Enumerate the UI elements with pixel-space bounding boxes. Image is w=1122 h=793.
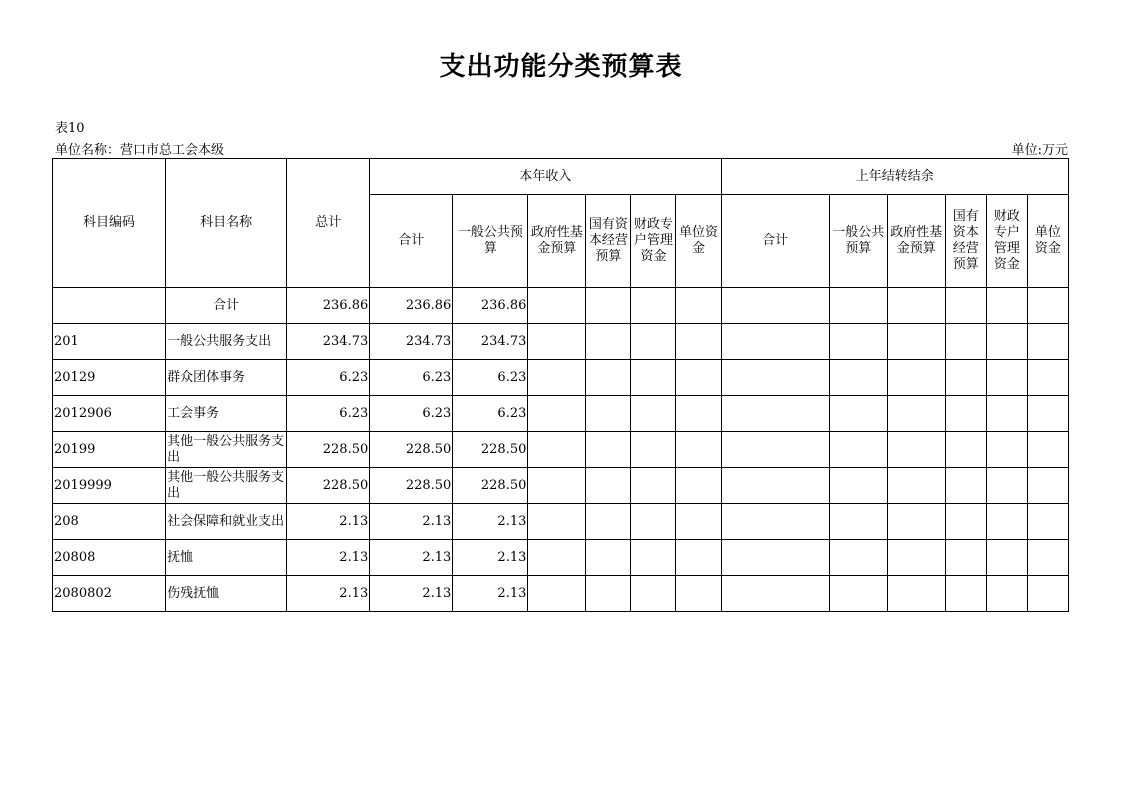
cell-empty xyxy=(945,396,986,432)
cell-empty xyxy=(676,432,721,468)
header-prior-total: 合计 xyxy=(721,195,829,288)
cell-empty xyxy=(1027,324,1068,360)
cell-total: 6.23 xyxy=(287,396,370,432)
cell-empty xyxy=(887,504,945,540)
header-prior-special-account: 财政专户管理资金 xyxy=(986,195,1027,288)
cell-current-general: 2.13 xyxy=(453,504,528,540)
cell-empty xyxy=(887,540,945,576)
cell-empty xyxy=(528,396,586,432)
cell-name: 社会保障和就业支出 xyxy=(166,504,287,540)
cell-current-general: 234.73 xyxy=(453,324,528,360)
header-current-fund: 政府性基金预算 xyxy=(528,195,586,288)
cell-current-general: 2.13 xyxy=(453,576,528,612)
cell-empty xyxy=(887,432,945,468)
cell-empty xyxy=(986,504,1027,540)
cell-empty xyxy=(528,540,586,576)
header-name: 科目名称 xyxy=(166,159,287,288)
cell-empty xyxy=(986,288,1027,324)
cell-code: 208 xyxy=(53,504,166,540)
header-prior-state-capital: 国有资本经营预算 xyxy=(945,195,986,288)
cell-code: 201 xyxy=(53,324,166,360)
unit-name-label: 单位名称：营口市总工会本级 xyxy=(55,143,225,158)
cell-name: 合计 xyxy=(166,288,287,324)
cell-empty xyxy=(586,468,631,504)
cell-empty xyxy=(986,576,1027,612)
cell-name: 抚恤 xyxy=(166,540,287,576)
cell-empty xyxy=(887,468,945,504)
cell-empty xyxy=(631,576,676,612)
cell-empty xyxy=(528,468,586,504)
table-number: 表10 xyxy=(55,121,85,136)
cell-current-general: 6.23 xyxy=(453,396,528,432)
cell-empty xyxy=(586,360,631,396)
cell-empty xyxy=(676,504,721,540)
cell-empty xyxy=(945,360,986,396)
cell-empty xyxy=(631,360,676,396)
cell-current-total: 2.13 xyxy=(370,576,453,612)
cell-current-total: 228.50 xyxy=(370,468,453,504)
cell-empty xyxy=(631,288,676,324)
cell-total: 2.13 xyxy=(287,576,370,612)
header-current-unit-funds: 单位资金 xyxy=(676,195,721,288)
cell-current-general: 228.50 xyxy=(453,432,528,468)
header-current-total: 合计 xyxy=(370,195,453,288)
cell-current-general: 236.86 xyxy=(453,288,528,324)
cell-empty xyxy=(945,468,986,504)
header-current-special-account: 财政专户管理资金 xyxy=(631,195,676,288)
cell-current-general: 6.23 xyxy=(453,360,528,396)
cell-code: 20129 xyxy=(53,360,166,396)
cell-current-general: 2.13 xyxy=(453,540,528,576)
currency-unit-label: 单位:万元 xyxy=(1011,143,1068,158)
cell-total: 6.23 xyxy=(287,360,370,396)
cell-empty xyxy=(1027,396,1068,432)
cell-name: 其他一般公共服务支出 xyxy=(166,468,287,504)
cell-empty xyxy=(676,396,721,432)
cell-current-total: 228.50 xyxy=(370,432,453,468)
cell-empty xyxy=(829,396,887,432)
cell-empty xyxy=(887,360,945,396)
cell-empty xyxy=(986,432,1027,468)
cell-empty xyxy=(631,468,676,504)
table-row xyxy=(53,468,1069,504)
cell-empty xyxy=(586,288,631,324)
cell-empty xyxy=(721,324,829,360)
cell-empty xyxy=(721,540,829,576)
cell-current-total: 6.23 xyxy=(370,360,453,396)
header-prior-carryover: 上年结转结余 xyxy=(721,159,1068,195)
cell-empty xyxy=(676,540,721,576)
cell-empty xyxy=(721,360,829,396)
cell-empty xyxy=(676,468,721,504)
cell-empty xyxy=(528,324,586,360)
cell-empty xyxy=(528,432,586,468)
table-row xyxy=(53,432,1069,468)
cell-empty xyxy=(528,360,586,396)
cell-empty xyxy=(1027,468,1068,504)
table-row-total xyxy=(53,288,1069,324)
cell-empty xyxy=(945,324,986,360)
cell-empty xyxy=(676,576,721,612)
cell-empty xyxy=(887,396,945,432)
cell-empty xyxy=(586,504,631,540)
page-title: 支出功能分类预算表 xyxy=(439,52,683,82)
cell-current-total: 236.86 xyxy=(370,288,453,324)
header-current-state-capital: 国有资本经营预算 xyxy=(586,195,631,288)
cell-empty xyxy=(631,432,676,468)
cell-current-total: 2.13 xyxy=(370,540,453,576)
header-prior-fund: 政府性基金预算 xyxy=(887,195,945,288)
cell-empty xyxy=(721,396,829,432)
cell-total: 236.86 xyxy=(287,288,370,324)
table-row xyxy=(53,504,1069,540)
cell-current-general: 228.50 xyxy=(453,468,528,504)
cell-empty xyxy=(1027,576,1068,612)
cell-empty xyxy=(631,324,676,360)
cell-empty xyxy=(829,540,887,576)
header-prior-general: 一般公共预算 xyxy=(829,195,887,288)
budget-table xyxy=(52,158,1069,612)
cell-total: 234.73 xyxy=(287,324,370,360)
cell-empty xyxy=(829,360,887,396)
cell-empty xyxy=(586,432,631,468)
table-row xyxy=(53,540,1069,576)
cell-empty xyxy=(586,576,631,612)
cell-name: 一般公共服务支出 xyxy=(166,324,287,360)
cell-empty xyxy=(528,504,586,540)
cell-empty xyxy=(829,324,887,360)
cell-empty xyxy=(829,504,887,540)
cell-name: 伤残抚恤 xyxy=(166,576,287,612)
cell-empty xyxy=(887,576,945,612)
cell-code: 2019999 xyxy=(53,468,166,504)
cell-empty xyxy=(676,288,721,324)
cell-empty xyxy=(945,504,986,540)
cell-empty xyxy=(986,360,1027,396)
cell-empty xyxy=(676,324,721,360)
cell-empty xyxy=(986,540,1027,576)
cell-empty xyxy=(1027,540,1068,576)
cell-total: 2.13 xyxy=(287,504,370,540)
cell-code: 2080802 xyxy=(53,576,166,612)
cell-empty xyxy=(945,432,986,468)
cell-empty xyxy=(829,576,887,612)
cell-empty xyxy=(986,468,1027,504)
cell-empty xyxy=(528,288,586,324)
cell-empty xyxy=(1027,432,1068,468)
cell-empty xyxy=(829,432,887,468)
cell-empty xyxy=(631,504,676,540)
cell-empty xyxy=(721,468,829,504)
cell-current-total: 2.13 xyxy=(370,504,453,540)
cell-empty xyxy=(721,576,829,612)
cell-name: 其他一般公共服务支出 xyxy=(166,432,287,468)
cell-empty xyxy=(986,396,1027,432)
header-row-1 xyxy=(53,159,1069,195)
cell-empty xyxy=(945,288,986,324)
cell-empty xyxy=(829,468,887,504)
cell-total: 228.50 xyxy=(287,432,370,468)
cell-code xyxy=(53,288,166,324)
cell-empty xyxy=(1027,504,1068,540)
cell-empty xyxy=(676,360,721,396)
cell-total: 2.13 xyxy=(287,540,370,576)
cell-current-total: 234.73 xyxy=(370,324,453,360)
header-current-general: 一般公共预算 xyxy=(453,195,528,288)
cell-empty xyxy=(721,288,829,324)
cell-total: 228.50 xyxy=(287,468,370,504)
cell-code: 20199 xyxy=(53,432,166,468)
cell-code: 2012906 xyxy=(53,396,166,432)
cell-empty xyxy=(1027,288,1068,324)
cell-code: 20808 xyxy=(53,540,166,576)
header-total: 总计 xyxy=(287,159,370,288)
header-current-income: 本年收入 xyxy=(370,159,721,195)
cell-empty xyxy=(887,324,945,360)
cell-empty xyxy=(631,540,676,576)
table-row xyxy=(53,360,1069,396)
cell-empty xyxy=(986,324,1027,360)
cell-empty xyxy=(945,540,986,576)
cell-empty xyxy=(721,432,829,468)
cell-empty xyxy=(586,324,631,360)
header-code: 科目编码 xyxy=(53,159,166,288)
cell-empty xyxy=(887,288,945,324)
cell-empty xyxy=(1027,360,1068,396)
table-row xyxy=(53,324,1069,360)
header-prior-unit-funds: 单位资金 xyxy=(1027,195,1068,288)
cell-empty xyxy=(631,396,676,432)
cell-empty xyxy=(586,540,631,576)
cell-empty xyxy=(528,576,586,612)
cell-current-total: 6.23 xyxy=(370,396,453,432)
cell-empty xyxy=(829,288,887,324)
cell-name: 群众团体事务 xyxy=(166,360,287,396)
table-row xyxy=(53,396,1069,432)
cell-empty xyxy=(721,504,829,540)
cell-name: 工会事务 xyxy=(166,396,287,432)
table-row xyxy=(53,576,1069,612)
cell-empty xyxy=(586,396,631,432)
cell-empty xyxy=(945,576,986,612)
